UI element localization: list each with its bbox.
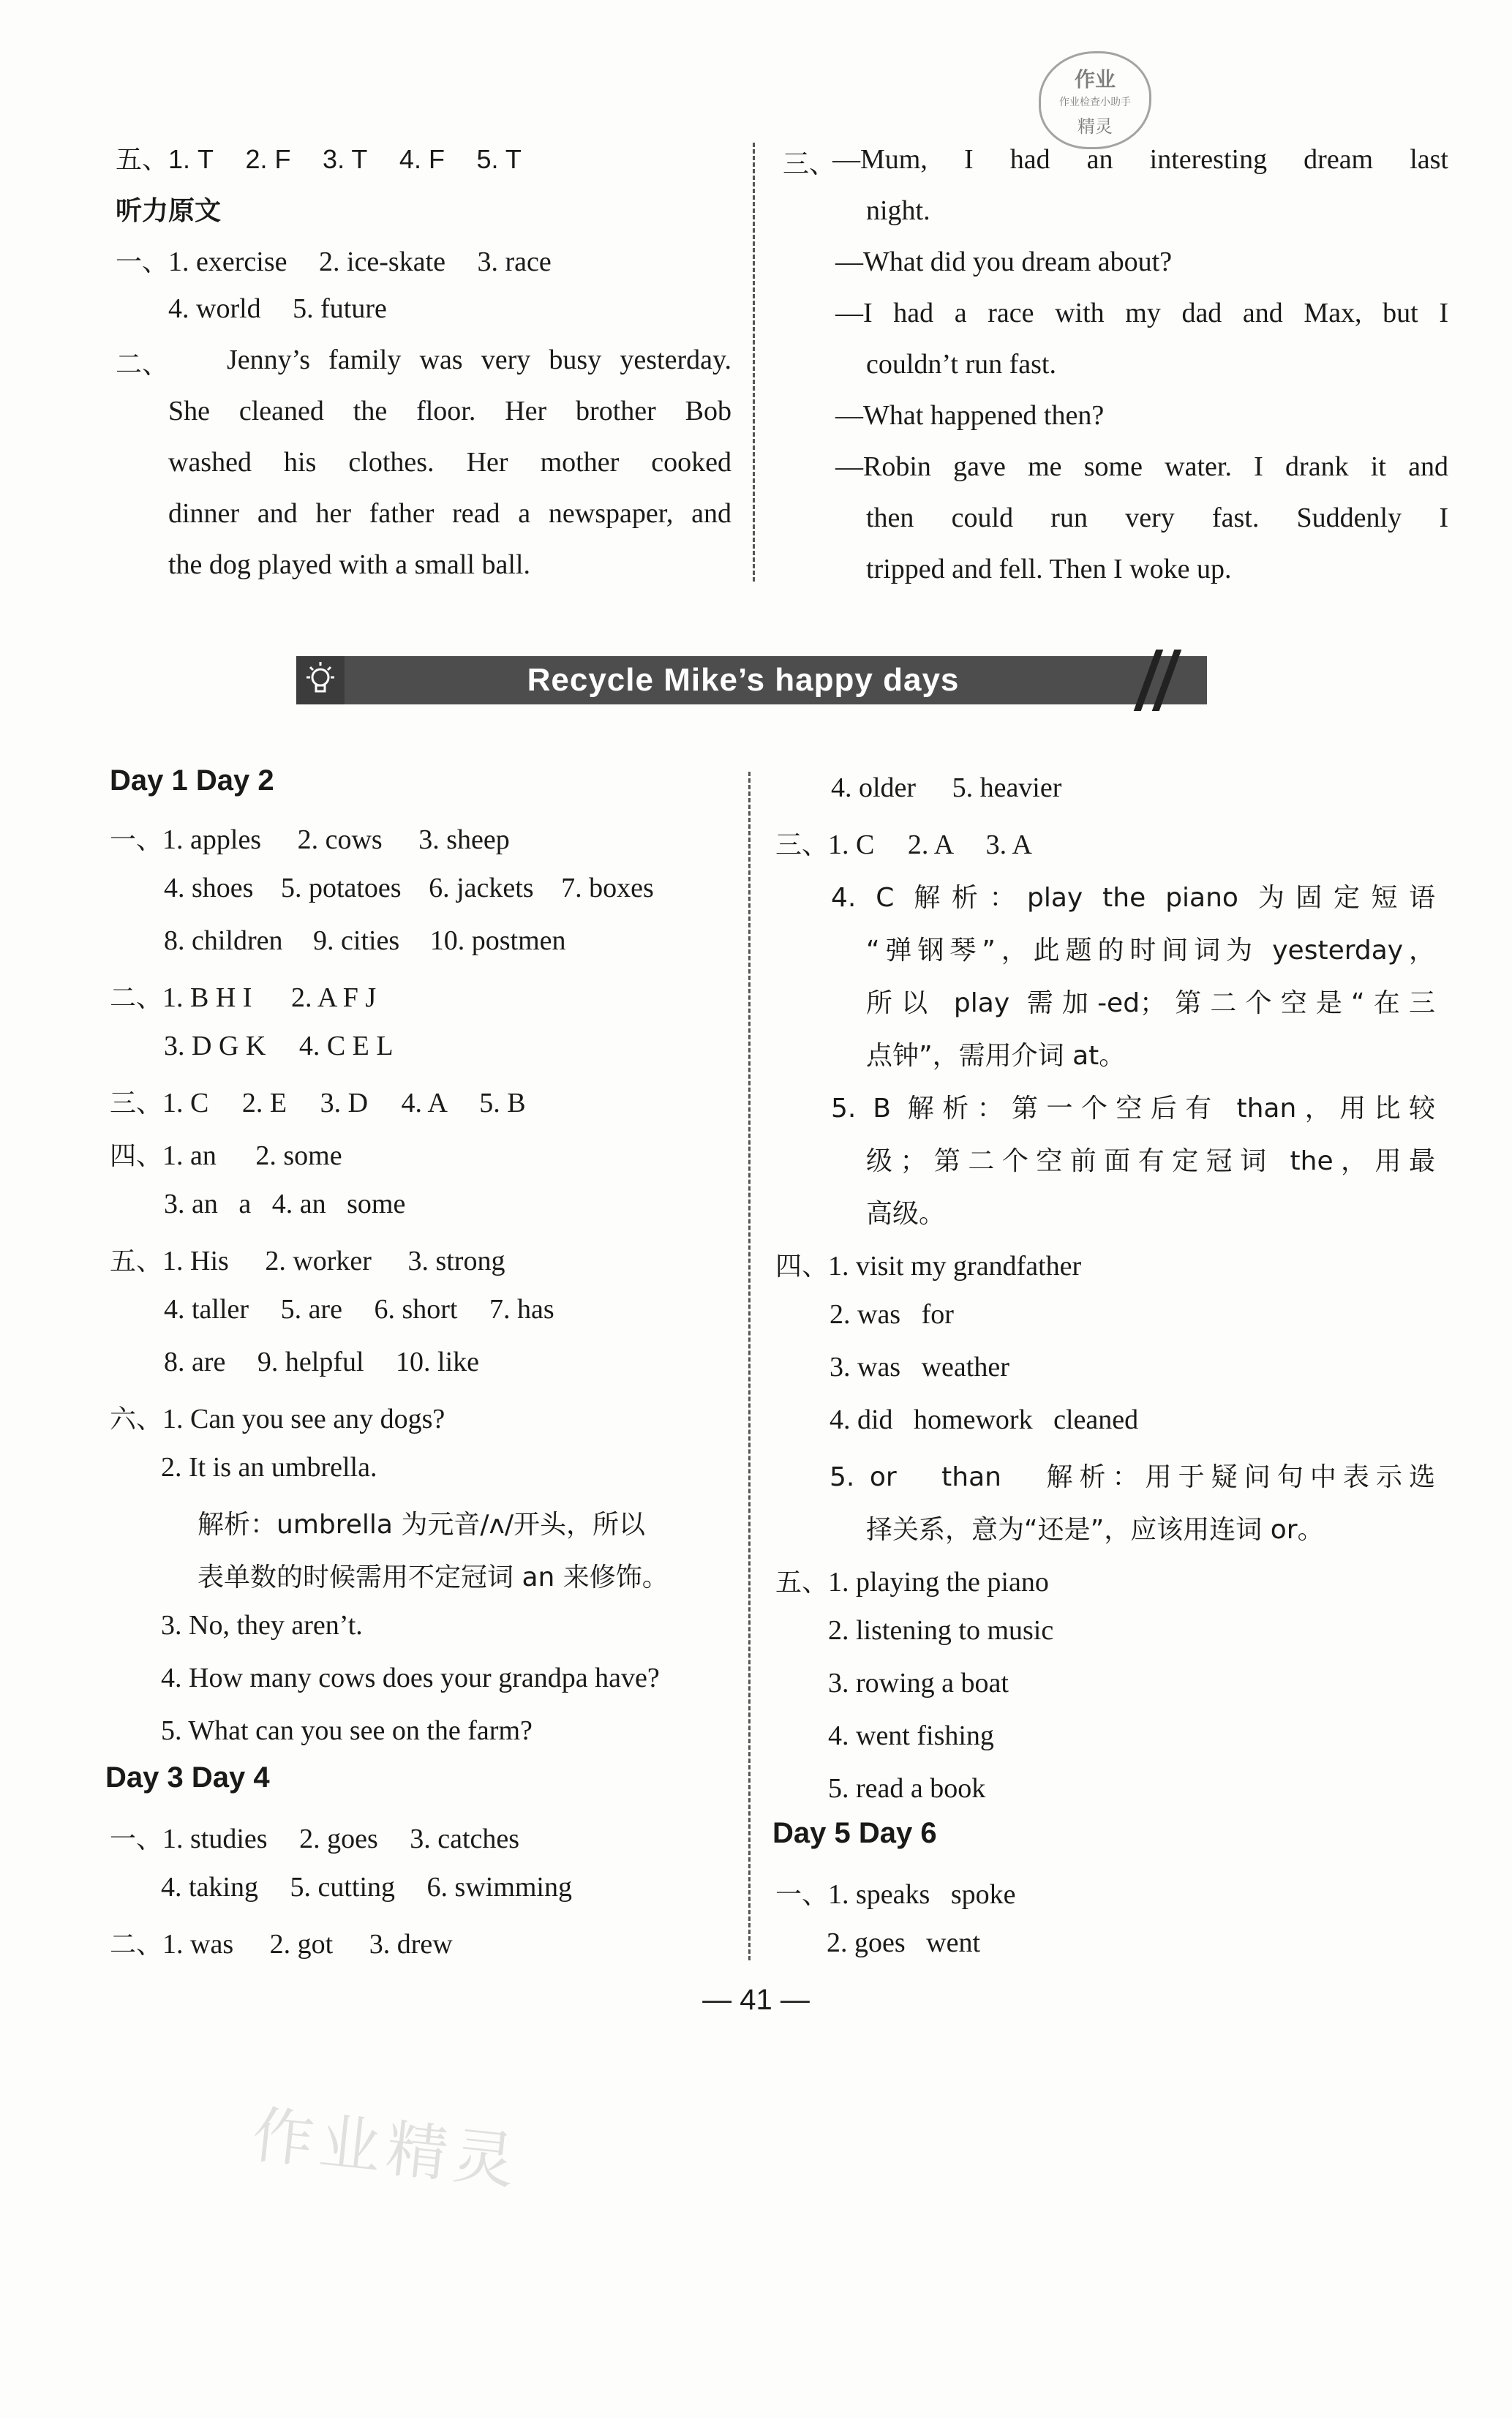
answer: 1. speaks spoke <box>828 1879 1016 1910</box>
answer: 2. worker <box>265 1246 372 1276</box>
l-liu-1 <box>110 1399 445 1436</box>
l-liu-3: 3. No, they aren’t. <box>161 1610 363 1641</box>
answer: 3. A <box>985 829 1032 860</box>
text-line: 5. B 解析：第一个空后有 than，用比较 <box>831 1094 1435 1124</box>
answer: 5. B <box>479 1088 526 1118</box>
section-label: 三、 <box>775 830 829 860</box>
answer: 4. older <box>831 772 917 803</box>
l-liu-4: 4. How many cows does your grandpa have? <box>161 1663 660 1693</box>
text-line: 4. C 解析：play the piano 为固定短语 <box>831 883 1435 913</box>
r-si-2: 2. was for <box>830 1299 954 1330</box>
day-heading-3-4: Day 3 Day 4 <box>105 1761 270 1794</box>
text-line: She cleaned the floor. Her brother Bob <box>168 396 731 426</box>
l-er-row2 <box>164 1030 394 1062</box>
l-san-row1 <box>110 1083 526 1120</box>
answer: 8. children <box>164 925 283 956</box>
san-line-1 <box>832 143 1448 176</box>
answer: 3. an a <box>164 1189 252 1219</box>
section-label: 五、 <box>775 1568 829 1598</box>
text-line: then could run very fast. Suddenly I <box>866 503 1448 533</box>
answer: 10. like <box>396 1347 480 1377</box>
text-line: “弹钢琴”，此题的时间词为 yesterday， <box>866 936 1435 966</box>
answer: 2. A F J <box>290 982 377 1013</box>
r-san-line-7: 高级。 <box>866 1199 946 1229</box>
l-wu-row1 <box>110 1241 505 1278</box>
answer: 5. heavier <box>952 772 1062 803</box>
r-yi-1 <box>775 1874 1015 1911</box>
section-label: 四、 <box>110 1141 163 1171</box>
san-line-3: —What did you dream about? <box>835 247 1173 277</box>
san-line-8 <box>866 502 1448 534</box>
r-san-row1 <box>775 824 1032 862</box>
text-line: 5. or than 解析：用于疑问句中表示选 <box>830 1462 1435 1492</box>
r-si-6: 择关系，意为“还是”，应该用连词 or。 <box>866 1515 1324 1545</box>
l-wu-row2 <box>164 1293 554 1325</box>
answer: 1. T <box>168 144 214 174</box>
banner-title: Recycle Mike’s happy days <box>527 662 960 698</box>
section-label: 一、 <box>110 825 163 855</box>
section-label: 一、 <box>110 1824 163 1854</box>
page-number: — 41 — <box>702 1984 810 2016</box>
answer: 6. jackets <box>429 873 534 903</box>
lightbulb-icon <box>296 656 345 704</box>
text-line: —Mum, I had an interesting dream last <box>832 144 1448 175</box>
answer: 5. potatoes <box>280 873 402 903</box>
l-liu-explain-2: 表单数的时候需用不定冠词 an 来修饰。 <box>198 1562 669 1592</box>
er-line-3 <box>168 446 731 478</box>
answer: 2. got <box>269 1929 334 1960</box>
section-label: 六、 <box>110 1404 163 1434</box>
san-line-4 <box>835 297 1448 329</box>
answer: 4. shoes <box>164 873 254 903</box>
l-liu-2: 2. It is an umbrella. <box>161 1452 377 1483</box>
answer: 9. cities <box>313 925 400 956</box>
answer: 7. boxes <box>561 873 654 903</box>
l-yi-row3 <box>164 925 566 957</box>
text-line: —I had a race with my dad and Max, but I <box>835 298 1448 328</box>
r-san-line-6 <box>866 1140 1435 1178</box>
l-er-row1 <box>110 977 376 1015</box>
answer: 3. race <box>477 247 552 277</box>
l-si-row2 <box>164 1188 405 1220</box>
section-label: 五、 <box>116 145 169 175</box>
day-heading-1-2: Day 1 Day 2 <box>110 764 274 797</box>
text-line: dinner and her father read a newspaper, and <box>168 498 731 529</box>
answer: 3. D <box>320 1088 369 1118</box>
answer: 2. ice-skate <box>318 247 446 277</box>
answer: 5. T <box>476 144 522 174</box>
answer: 10. postmen <box>429 925 566 956</box>
er-line-4 <box>168 497 731 530</box>
r-si-3: 3. was weather <box>830 1352 1009 1382</box>
answer: 1. an <box>162 1140 217 1171</box>
answer: 3. drew <box>369 1929 453 1960</box>
er-line-1 <box>227 344 731 376</box>
r-san-line-1 <box>831 877 1435 914</box>
answer: 3. catches <box>410 1824 520 1854</box>
answer: 1. Can you see any dogs? <box>162 1404 445 1434</box>
answer: 1. apples <box>162 824 262 855</box>
l-er2-row1 <box>110 1924 453 1961</box>
answer: 5. cutting <box>290 1872 396 1903</box>
r-wu-3: 3. rowing a boat <box>828 1668 1009 1698</box>
answer: 6. swimming <box>426 1872 572 1903</box>
san-line-7 <box>835 451 1448 483</box>
answer: 2. goes <box>299 1824 378 1854</box>
answer: 2. A <box>907 829 953 860</box>
answer: 4. F <box>399 144 445 174</box>
answer: 1. exercise <box>168 247 287 277</box>
answer: 4. an some <box>271 1189 406 1219</box>
answer: 1. His <box>162 1246 229 1276</box>
r-yi-2: 2. goes went <box>827 1927 981 1958</box>
answer: 2. some <box>255 1140 342 1171</box>
answer: 2. E <box>241 1088 287 1118</box>
section-label: 二、 <box>110 983 163 1013</box>
answer: 4. taller <box>164 1294 249 1325</box>
section-label: 一、 <box>775 1880 829 1910</box>
r-wu-1 <box>775 1562 1049 1599</box>
l-yi2-row1 <box>110 1818 519 1856</box>
r-si-5 <box>830 1456 1435 1494</box>
answer: 1. B H I <box>162 982 252 1013</box>
l-liu-5: 5. What can you see on the farm? <box>161 1715 533 1746</box>
text-line: 级；第二个空前面有定冠词 the，用最 <box>866 1146 1435 1176</box>
answer: 2. cows <box>297 824 383 855</box>
answer: 5. future <box>293 293 387 324</box>
text-line: washed his clothes. Her mother cooked <box>168 447 731 478</box>
answer: 1. visit my grandfather <box>828 1251 1082 1282</box>
san-line-9: tripped and fell. Then I woke up. <box>866 554 1232 584</box>
answer: 1. C <box>828 829 875 860</box>
answer: 8. are <box>164 1347 226 1377</box>
answer: 5. are <box>280 1294 342 1325</box>
watermark: 作业精灵 <box>249 2098 524 2198</box>
answer: 4. taking <box>161 1872 258 1903</box>
san-line-2: night. <box>866 195 930 226</box>
answer: 6. short <box>374 1294 458 1325</box>
answer: 4. C E L <box>298 1031 394 1061</box>
er-line-2 <box>168 395 731 427</box>
text-line: 所以 play 需加-ed；第二个空是“在三 <box>866 988 1435 1018</box>
text-line: —Robin gave me some water. I drank it and <box>835 451 1448 482</box>
answer: 4. A <box>401 1088 446 1118</box>
app-stamp-logo <box>1039 51 1151 149</box>
stamp-line1: 作业 <box>1074 67 1116 91</box>
r-si-1 <box>775 1246 1081 1283</box>
r-wu-5: 5. read a book <box>828 1773 986 1804</box>
l-yi-row2 <box>164 872 654 904</box>
r-cont <box>831 772 1061 804</box>
stamp-line3: 精灵 <box>1077 116 1113 137</box>
listening-title: 听力原文 <box>116 196 222 226</box>
er-line-5: the dog played with a small ball. <box>168 549 530 580</box>
san-line-6: —What happened then? <box>835 400 1105 431</box>
l-yi2-row2 <box>161 1871 572 1903</box>
answer: 1. studies <box>162 1824 268 1854</box>
r-wu-4: 4. went fishing <box>828 1720 994 1751</box>
day-heading-5-6: Day 5 Day 6 <box>772 1817 937 1849</box>
yi-row2 <box>168 293 387 325</box>
answer: 1. was <box>162 1929 234 1960</box>
section-label: 一、 <box>116 247 169 277</box>
l-wu-row3 <box>164 1346 479 1378</box>
section-label: 四、 <box>775 1252 829 1282</box>
section-label: 五、 <box>110 1246 163 1276</box>
text-line: Jenny’s family was very busy yesterday. <box>227 345 731 375</box>
l-liu-explain-1: 解析：umbrella 为元音/ʌ/开头，所以 <box>198 1510 645 1540</box>
r-wu-2: 2. listening to music <box>828 1615 1054 1646</box>
er-label: 二、 <box>116 350 169 380</box>
l-si-row1 <box>110 1135 342 1173</box>
san-label: 三、 <box>783 149 836 179</box>
answer: 3. D G K <box>164 1031 266 1061</box>
stamp-line2: 作业检查小助手 <box>1059 97 1131 108</box>
wu-answers <box>116 139 522 176</box>
answer: 4. world <box>168 293 261 324</box>
lower-divider <box>748 772 751 1960</box>
l-yi-row1 <box>110 819 510 857</box>
answer: 7. has <box>489 1294 554 1325</box>
r-san-line-5 <box>831 1088 1435 1125</box>
section-label: 三、 <box>110 1088 163 1118</box>
answer: 3. sheep <box>418 824 510 855</box>
r-si-4: 4. did homework cleaned <box>830 1404 1139 1435</box>
r-san-line-2 <box>866 930 1435 967</box>
r-san-line-3 <box>866 982 1435 1020</box>
top-divider <box>753 143 755 582</box>
r-san-line-4: 点钟”，需用介词 at。 <box>866 1041 1126 1071</box>
answer: 2. F <box>245 144 291 174</box>
answer: 1. playing the piano <box>828 1567 1049 1598</box>
section-label: 二、 <box>110 1930 163 1960</box>
answer: 3. strong <box>407 1246 505 1276</box>
answer: 3. T <box>323 144 368 174</box>
answer: 9. helpful <box>257 1347 364 1377</box>
answer: 1. C <box>162 1088 209 1118</box>
yi-row1 <box>116 241 552 279</box>
san-line-5: couldn’t run fast. <box>866 349 1056 380</box>
